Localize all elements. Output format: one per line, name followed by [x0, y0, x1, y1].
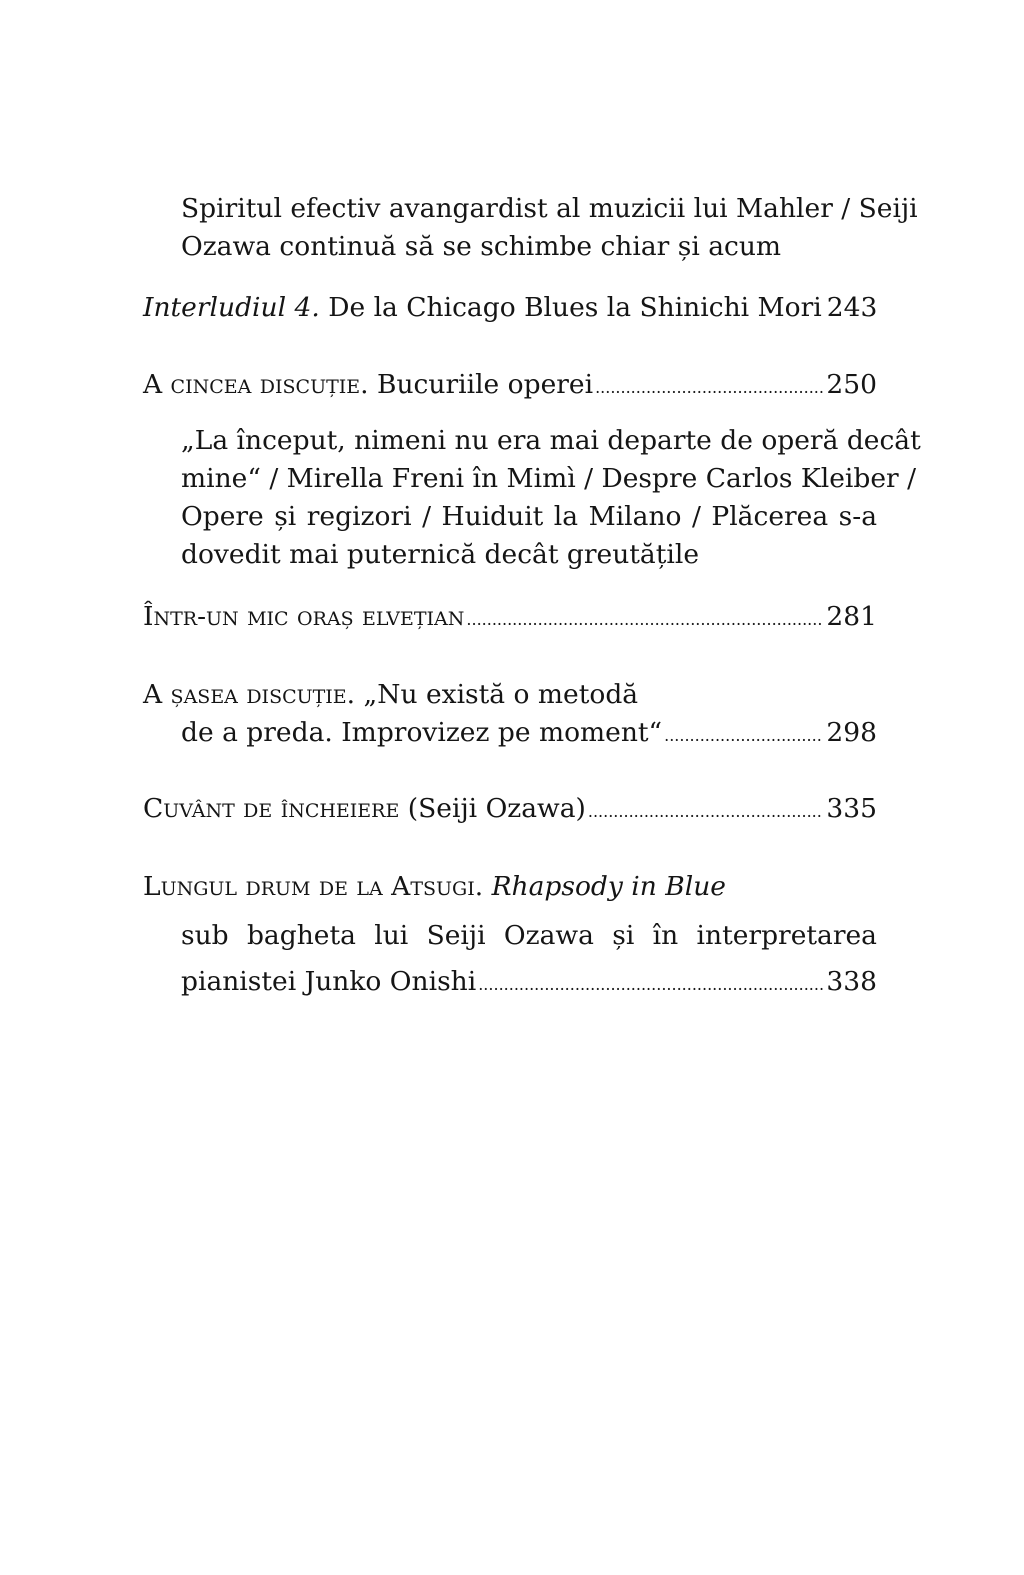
toc-page-number: 250 — [826, 369, 877, 400]
toc-entry-swiss-town[interactable] — [143, 598, 877, 639]
toc-entry-title: Bucuriile operei — [377, 369, 594, 400]
toc-description-line: Opere și regizori / Huiduit la Milano / Plăcerea s-a — [181, 501, 877, 532]
toc-entry-label: Interludiul 4. — [143, 292, 320, 323]
toc-entry-title: (Seiji Ozawa) — [407, 793, 586, 824]
toc-page-number: 338 — [826, 966, 877, 997]
toc-leader-dots — [595, 369, 823, 407]
toc-entry-label: Într-un mic oraș elvețian — [143, 601, 465, 632]
toc-entry-title: de a preda. Improvizez pe moment“ — [181, 717, 663, 748]
toc-entry-conversation-6-heading[interactable] — [143, 676, 638, 714]
toc-entry-conversation-5[interactable] — [143, 366, 877, 407]
toc-description-line: Ozawa continuă să se schimbe chiar și acum — [181, 231, 782, 262]
toc-description-line: Spiritul efectiv avangardist al muzicii lui Mahler / Seiji — [181, 193, 918, 224]
toc-entry-interlude-4[interactable] — [143, 289, 877, 330]
toc-page-number: 243 — [826, 292, 878, 323]
toc-description-line: mine“ / Mirella Freni în Mimì / Despre Carlos Kleiber / — [181, 463, 917, 494]
toc-entry-title: De la Chicago Blues la Shinichi Mori — [328, 292, 822, 323]
toc-entry-label: A cincea discuție. — [143, 369, 369, 400]
toc-page-number: 335 — [826, 793, 877, 824]
toc-entry-label: Cuvânt de încheiere — [143, 793, 400, 824]
toc-entry-title: „Nu există o metodă — [363, 679, 639, 710]
toc-entry-atsugi-heading[interactable] — [143, 868, 726, 906]
toc-entry-label: A șasea discuție. — [143, 679, 356, 710]
toc-page-number: 298 — [826, 717, 877, 748]
toc-description-line: sub bagheta lui Seiji Ozawa și în interpretarea — [181, 920, 877, 951]
toc-leader-dots — [478, 966, 823, 1004]
toc-page-number: 281 — [826, 601, 877, 632]
toc-leader-dots — [588, 793, 824, 831]
toc-entry-label: Lungul drum de la Atsugi. — [143, 871, 484, 902]
toc-leader-dots — [466, 601, 823, 639]
toc-entry-atsugi[interactable] — [181, 963, 877, 1004]
toc-description-line: dovedit mai puternică decât greutățile — [181, 539, 700, 570]
toc-leader-dots — [664, 717, 823, 755]
toc-entry-title: pianistei Junko Onishi — [181, 966, 477, 997]
toc-entry-closing-word[interactable] — [143, 790, 877, 831]
toc-entry-conversation-6[interactable] — [181, 714, 877, 755]
toc-entry-title: Rhapsody in Blue — [491, 871, 726, 902]
toc-description-line: „La început, nimeni nu era mai departe de operă decât — [181, 425, 921, 456]
